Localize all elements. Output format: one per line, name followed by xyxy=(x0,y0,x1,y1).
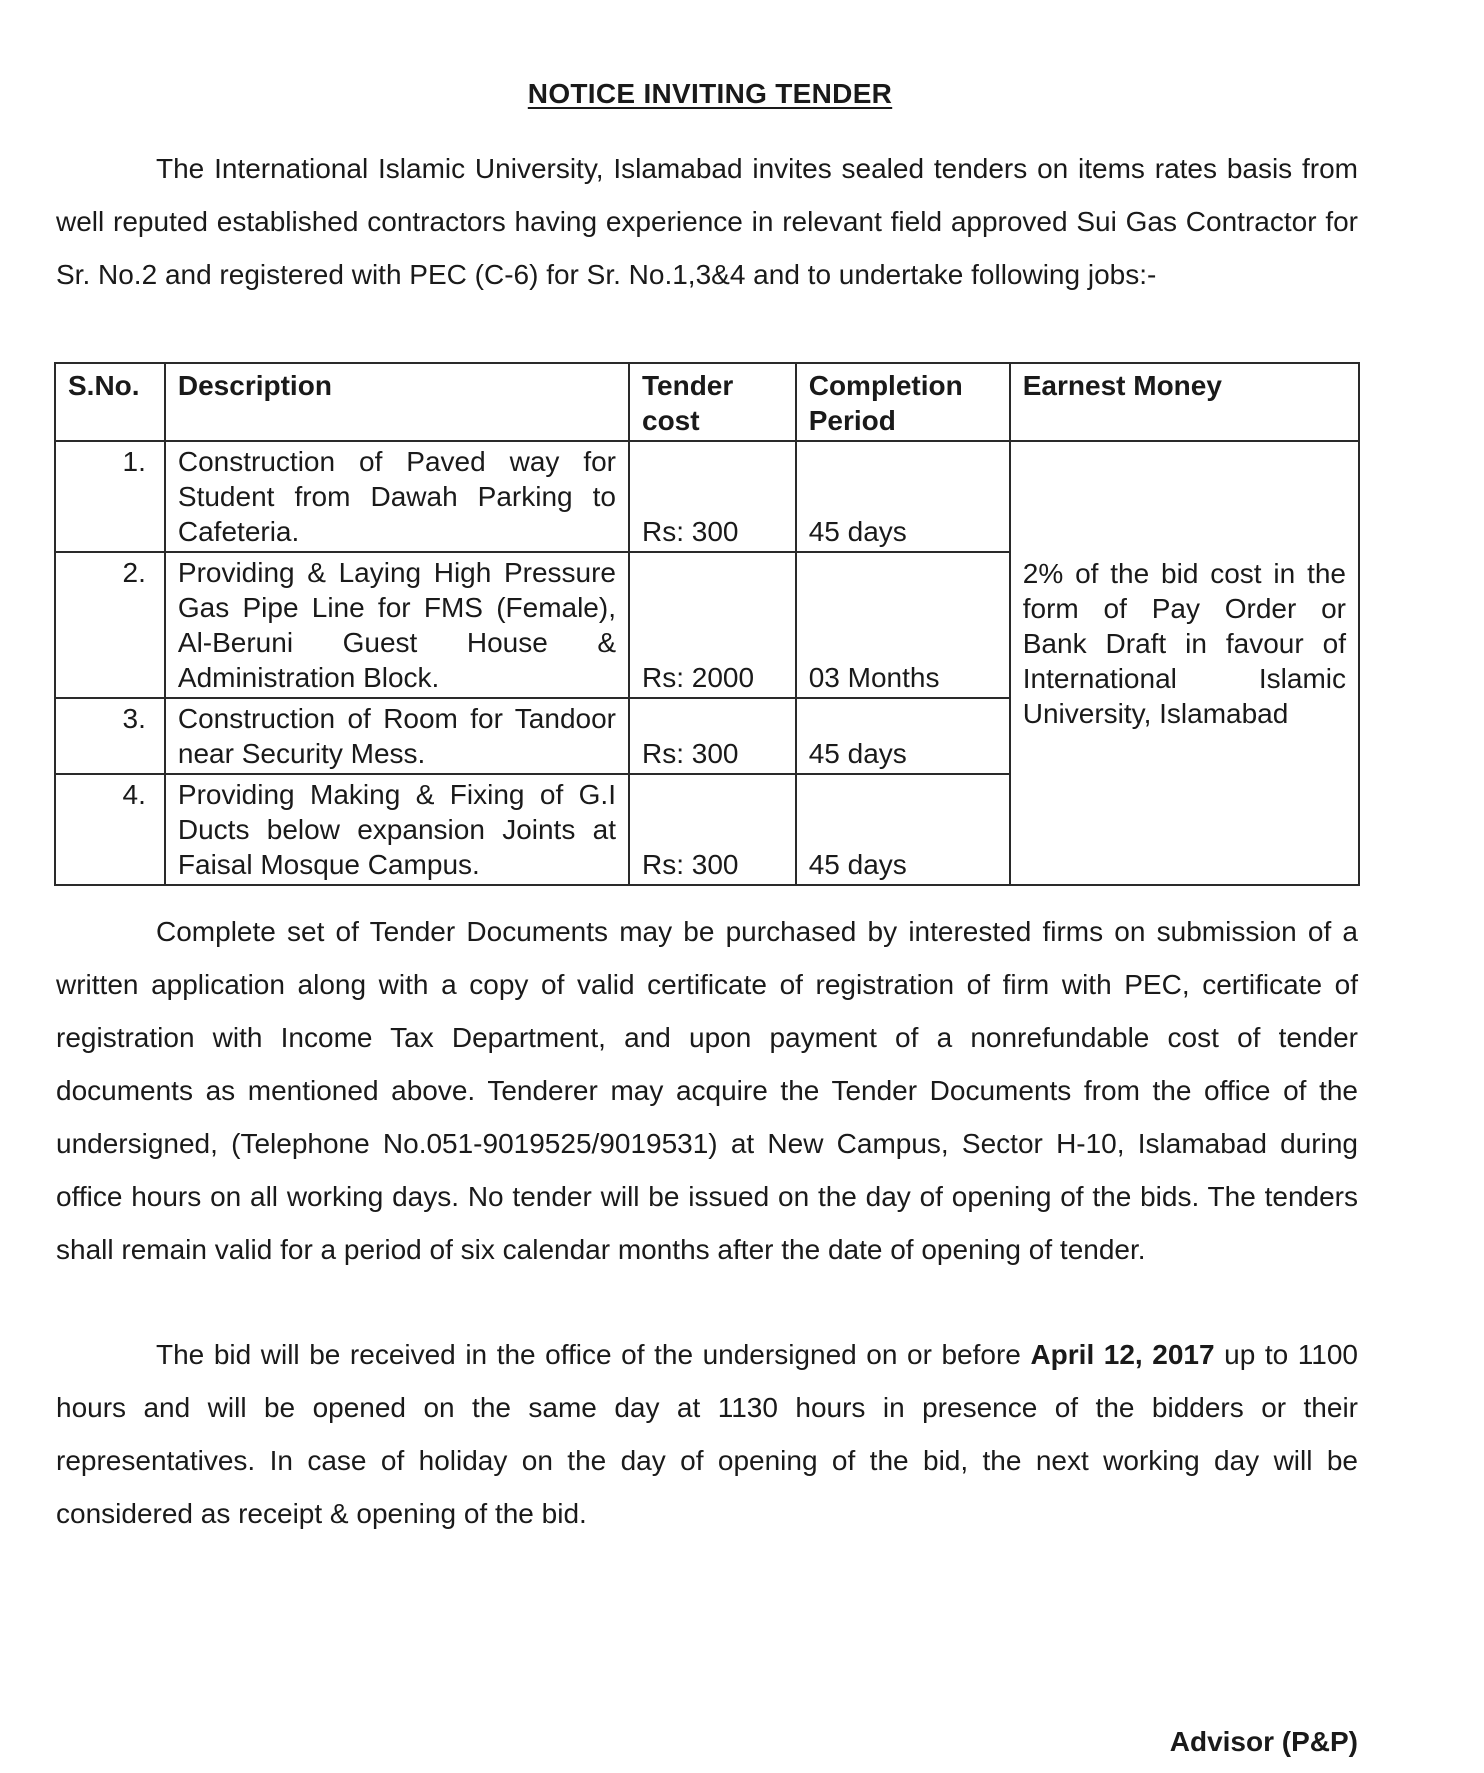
row-tender-cost: Rs: 300 xyxy=(629,698,796,774)
intro-text: The International Islamic University, Islamabad invites sealed tenders on items rates basis from well reputed established contractors having experience in relevant field approved Sui Gas Contractor for Sr. No.2 and registered with PEC (C-6) for Sr. No.1,3&4 and to undertake following jobs:- xyxy=(56,153,1358,290)
earnest-money-cell: 2% of the bid cost in the form of Pay Order or Bank Draft in favour of International Islamic University, Islamabad xyxy=(1010,441,1359,885)
signature-advisor: Advisor (P&P) xyxy=(1169,1726,1358,1757)
row-sno: 1. xyxy=(55,441,165,552)
row-description: Providing & Laying High Pressure Gas Pipe Line for FMS (Female), Al-Beruni Guest House & Administration Block. xyxy=(165,552,629,698)
bid-date: April 12, 2017 xyxy=(1030,1339,1215,1370)
row-description: Providing Making & Fixing of G.I Ducts below expansion Joints at Faisal Mosque Campus. xyxy=(165,774,629,885)
intro-paragraph xyxy=(56,142,1358,301)
notice-title: NOTICE INVITING TENDER xyxy=(527,78,893,109)
row-completion-period: 03 Months xyxy=(796,552,1010,698)
header-earnest-money: Earnest Money xyxy=(1010,363,1359,441)
header-tender-cost: Tender cost xyxy=(629,363,796,441)
header-completion-period: Completion Period xyxy=(796,363,1010,441)
row-description: Construction of Paved way for Student from Dawah Parking to Cafeteria. xyxy=(165,441,629,552)
row-completion-period: 45 days xyxy=(796,698,1010,774)
bid-text-end: up to 1100 hours and will be opened on the same day at 1130 hours in presence of the bidders or their representatives. In case of holiday on the day of opening of the bid, the next working day will be considered as receipt & opening of the bid. xyxy=(56,1339,1359,1529)
row-sno: 4. xyxy=(55,774,165,885)
documents-text: Complete set of Tender Documents may be purchased by interested firms on submission of a written application along with a copy of valid certificate of registration of firm with PEC, certificate of registration with Income Tax Department, and upon payment of a nonrefundable cost of tender documents as mentioned above. Tenderer may acquire the Tender Documents from the office of the undersigned, (Telephone No.051-9019525/9019531) at New Campus, Sector H-10, Islamabad during office hours on all working days. No tender will be issued on the day of opening of the bids. The tenders shall remain valid for a period of six calendar months after the date of opening of tender. xyxy=(56,916,1358,1265)
row-tender-cost: Rs: 300 xyxy=(629,441,796,552)
header-description: Description xyxy=(165,363,629,441)
row-description: Construction of Room for Tandoor near Security Mess. xyxy=(165,698,629,774)
documents-paragraph xyxy=(56,905,1358,1276)
row-tender-cost: Rs: 2000 xyxy=(629,552,796,698)
tender-table xyxy=(54,362,1360,886)
row-sno: 2. xyxy=(55,552,165,698)
row-completion-period: 45 days xyxy=(796,774,1010,885)
table-row xyxy=(55,441,1359,552)
bid-text-start: The bid will be received in the office of the undersigned on or before xyxy=(156,1339,1021,1370)
table-header-row xyxy=(55,363,1359,441)
bid-paragraph xyxy=(56,1328,1358,1540)
header-sno: S.No. xyxy=(55,363,165,441)
row-sno: 3. xyxy=(55,698,165,774)
row-tender-cost: Rs: 300 xyxy=(629,774,796,885)
row-completion-period: 45 days xyxy=(796,441,1010,552)
